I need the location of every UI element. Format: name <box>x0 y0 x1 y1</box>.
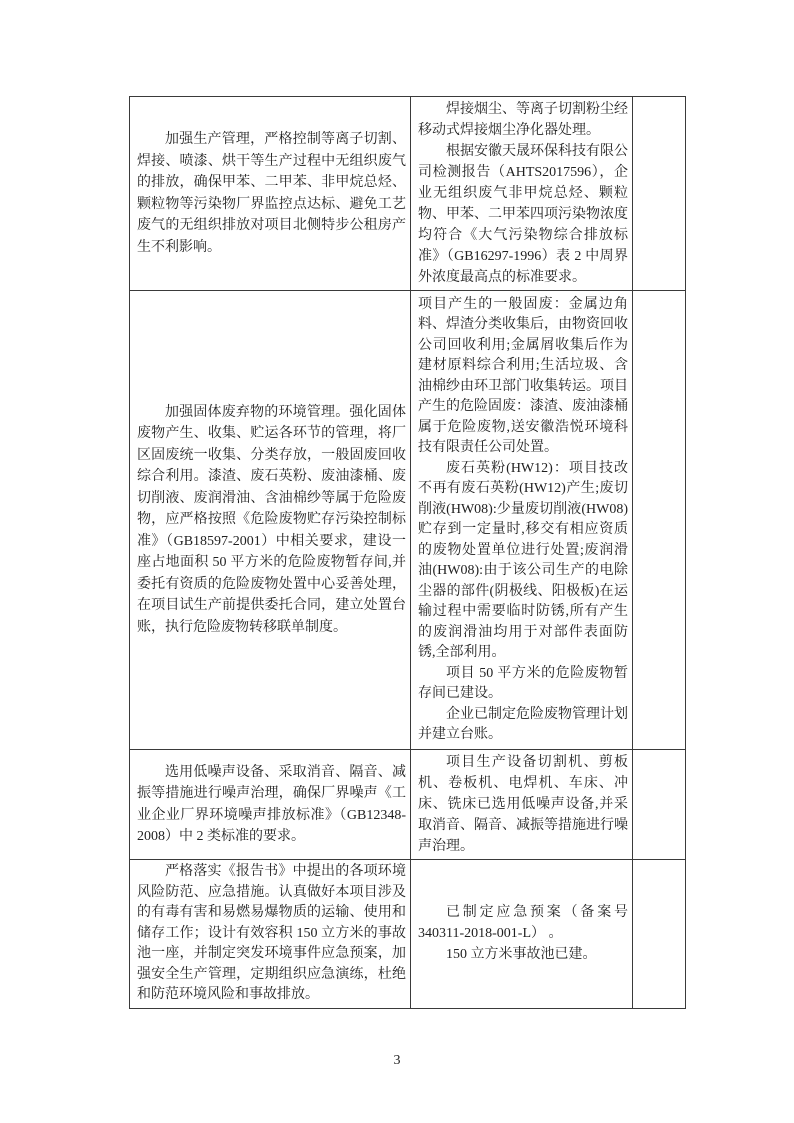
implementation-paragraph: 150 立方米事故池已建。 <box>446 947 597 963</box>
requirement-text: 加强固体废弃物的环境管理。强化固体废物产生、收集、贮运各环节的管理，将厂区固废统一收集、分类存放，一般固废回收综合利用。漆渣、废石英粉、废油漆桶、废切削液、废润滑油、含油棉纱等属于危险废物，应严格按照《危险废物贮存污染控制标准》（GB18597-2001）中相关要求，建设一座占地面积 50 平方米的危险废物暂存间,并委托有资质的危险废物处置中心妥善处理，在项目试生产前提供委托合同，建立处置台账，执行危险废物转移联单制度。 <box>137 404 406 635</box>
table-row <box>130 97 686 291</box>
implementation-paragraph: 项目 50 平方米的危险废物暂存间已建设。 <box>418 665 628 701</box>
requirement-text: 严格落实《报告书》中提出的各项环境风险防范、应急措施。认真做好本项目涉及的有毒有害和易燃易爆物质的运输、使用和储存工作；设计有效容积 150 立方米的事故池一座，并制定突发环境事件应急预案，加强安全生产管理，定期组织应急演练，杜绝和防范环境风险和事故排放。 <box>137 864 406 1002</box>
implementation-paragraph: 项目产生的一般固废：金属边角料、焊渣分类收集后，由物资回收公司回收利用;金属屑收集后作为建材原料综合利用;生活垃圾、含油棉纱由环卫部门收集转运。项目产生的危险固废：漆渣、废油漆桶属于危险废物,送安徽浩悦环境科技有限责任公司处置。 <box>418 296 628 455</box>
requirement-text: 选用低噪声设备、采取消音、隔音、减振等措施进行噪声治理，确保厂界噪声《工业企业厂界环境噪声排放标准》（GB12348-2008）中 2 类标准的要求。 <box>137 764 406 844</box>
implementation-paragraph: 废石英粉(HW12)：项目技改不再有废石英粉(HW12)产生;废切削液(HW08):少量废切削液(HW08)贮存到一定量时,移交有相应资质的废物处置单位进行处置;废润滑油(HW08):由于该公司生产的电除尘器的部件(阴极线、阳极板)在运输过程中需要临时防锈,所有产生的废润滑油均用于对部件表面防锈,全部利用。 <box>418 460 628 660</box>
requirement-cell <box>130 291 411 750</box>
implementation-paragraph: 根据安徽天晟环保科技有限公司检测报告（AHTS2017596），企业无组织废气非甲烷总烃、颗粒物、甲苯、二甲苯四项污染物浓度均符合《大气污染物综合排放标准》（GB16297-1996）表 2 中周界外浓度最高点的标准要求。 <box>418 144 628 285</box>
implementation-paragraph: 焊接烟尘、等离子切割粉尘经移动式焊接烟尘净化器处理。 <box>418 102 628 138</box>
table-row <box>130 291 686 750</box>
note-cell <box>633 860 686 1009</box>
note-cell <box>633 291 686 750</box>
requirement-cell <box>130 97 411 291</box>
implementation-paragraph: 已制定应急预案（备案号 340311-2018-001-L） 。 <box>418 905 628 942</box>
implementation-paragraph: 项目生产设备切割机、剪板机、卷板机、电焊机、车床、冲床、铣床已选用低噪声设备,并采取消音、隔音、减振等措施进行噪声治理。 <box>418 755 628 854</box>
requirement-cell <box>130 860 411 1009</box>
table-row <box>130 860 686 1009</box>
note-cell <box>633 750 686 860</box>
requirement-cell <box>130 750 411 860</box>
implementation-cell <box>411 291 633 750</box>
implementation-cell <box>411 750 633 860</box>
implementation-paragraph: 企业已制定危险废物管理计划并建立台账。 <box>418 706 628 742</box>
note-cell <box>633 97 686 291</box>
implementation-cell <box>411 860 633 1009</box>
implementation-cell <box>411 97 633 291</box>
eia-acceptance-table <box>129 96 686 1009</box>
requirement-text: 加强生产管理，严格控制等离子切割、焊接、喷漆、烘干等生产过程中无组织废气的排放，确保甲苯、二甲苯、非甲烷总烃、颗粒物等污染物厂界监控点达标、避免工艺废气的无组织排放对项目北侧特步公租房产生不利影响。 <box>137 132 406 255</box>
page-number: 3 <box>393 1053 401 1068</box>
table-row <box>130 750 686 860</box>
